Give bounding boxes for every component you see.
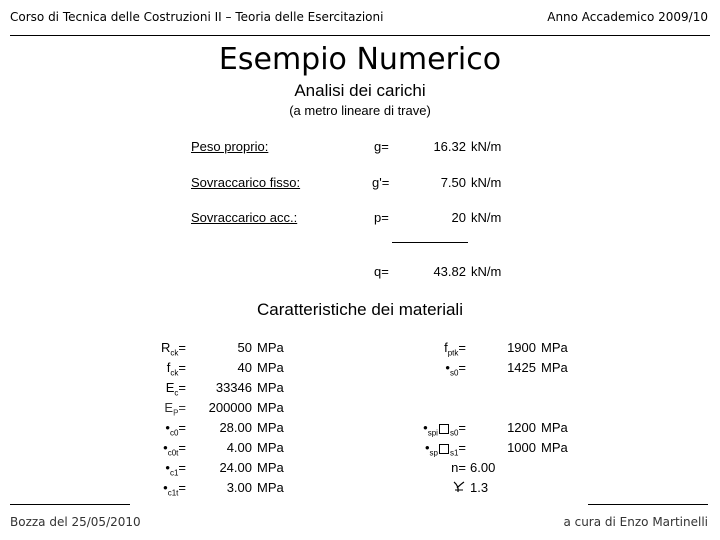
material-unit: MPa [257, 420, 284, 435]
material-symbol: $•_{s0}=$ [445, 360, 466, 378]
material-unit: MPa [541, 340, 568, 355]
load-symbol: p= [374, 210, 389, 225]
load-unit: kN/m [471, 210, 502, 225]
section-title-loads: Analisi dei carichi [294, 81, 426, 100]
draft-date: Bozza del 25/05/2010 [10, 515, 141, 529]
material-symbol: $•_{c0}=$ [165, 420, 186, 438]
material-unit: MPa [541, 440, 568, 455]
material-symbol: $E_P=$ [164, 400, 186, 418]
material-unit: MPa [257, 380, 284, 395]
material-value: 6.00 [470, 460, 496, 475]
load-label: Peso proprio: [191, 139, 269, 154]
material-value: 1.3 [470, 480, 489, 495]
material-value: 1900 [507, 340, 536, 355]
load-value: 16.32 [433, 139, 466, 154]
footer-rule-left [10, 504, 130, 505]
author: a cura di Enzo Martinelli [563, 515, 708, 529]
material-value: 3.00 [226, 480, 252, 495]
material-value: 1000 [507, 440, 536, 455]
material-value: 40 [237, 360, 252, 375]
material-unit: MPa [257, 400, 284, 415]
material-value: 1200 [507, 420, 536, 435]
footer-rule-right [588, 504, 708, 505]
load-unit: kN/m [471, 175, 502, 190]
material-symbol: $•_{sp}$ $_{s1}$= [424, 440, 466, 458]
material-unit: MPa [257, 460, 284, 475]
material-value: 28.00 [219, 420, 252, 435]
sum-rule [392, 242, 468, 243]
load-symbol: g'= [372, 175, 390, 190]
header-rule [10, 35, 710, 36]
material-symbol: $E_c=$ [165, 380, 186, 398]
material-value: 24.00 [219, 460, 252, 475]
section-title-materials: Caratteristiche dei materiali [257, 300, 463, 319]
total-value: 43.82 [433, 264, 466, 279]
academic-year: Anno Accademico 2009/10 [547, 10, 708, 24]
material-symbol: n= [451, 460, 466, 475]
gamma-symbol-icon [452, 479, 466, 496]
material-unit: MPa [257, 480, 284, 495]
material-symbol: $•_{c1}=$ [165, 460, 186, 478]
material-symbol: $R_{ck}=$ [161, 340, 186, 358]
material-unit: MPa [257, 340, 284, 355]
material-unit: MPa [257, 360, 284, 375]
total-unit: kN/m [471, 264, 502, 279]
load-symbol: g= [374, 139, 389, 154]
material-symbol: $•_{c0t}=$ [163, 440, 186, 458]
course-title: Corso di Tecnica delle Costruzioni II – Teoria delle Esercitazioni [10, 10, 384, 24]
material-value: 50 [237, 340, 252, 355]
load-unit: kN/m [471, 139, 502, 154]
load-label: Sovraccarico acc.: [191, 210, 298, 225]
page-title: Esempio Numerico [218, 42, 502, 77]
material-symbol: $•_{spi}$ $_{s0}$= [423, 420, 466, 438]
material-value: 33346 [215, 380, 252, 395]
material-value: 200000 [208, 400, 252, 415]
section-subtitle-loads: (a metro lineare di trave) [289, 103, 431, 118]
load-label: Sovraccarico fisso: [191, 175, 301, 190]
mixed-glyph-icon [439, 444, 449, 454]
material-unit: MPa [257, 440, 284, 455]
material-symbol: $f_{ptk}=$ [444, 340, 466, 358]
material-symbol: $•_{c1t}=$ [163, 480, 186, 498]
material-unit: MPa [541, 420, 568, 435]
material-symbol: $f_{ck}=$ [166, 360, 186, 378]
material-unit: MPa [541, 360, 568, 375]
material-value: 4.00 [226, 440, 252, 455]
total-symbol: q= [374, 264, 389, 279]
load-value: 7.50 [440, 175, 466, 190]
material-value: 1425 [507, 360, 536, 375]
load-value: 20 [451, 210, 466, 225]
mixed-glyph-icon [439, 424, 449, 434]
